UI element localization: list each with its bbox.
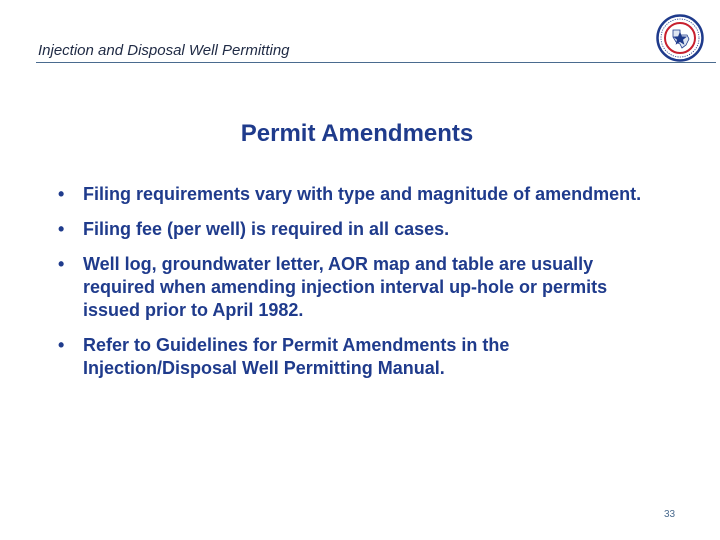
list-item [58,218,658,241]
bullet-text: Filing fee (per well) is required in all cases. [83,219,450,239]
bullet-text: Well log, groundwater letter, AOR map and table are usually required when amending injection interval up-hole or permits issued prior to April 1982. [83,254,608,320]
slide-title: Permit Amendments [240,120,474,147]
bullet-text: Filing requirements vary with type and magnitude of amendment. [83,184,642,204]
bullet-list [58,183,658,392]
list-item [58,334,658,380]
bullet-icon: • [58,184,65,204]
header-title: Injection and Disposal Well Permitting [38,42,290,59]
bullet-icon: • [58,335,65,355]
bullet-icon: • [58,254,65,274]
page-number: 33 [664,509,676,520]
list-item [58,183,658,206]
header-divider [36,62,716,63]
list-item [58,253,658,322]
bullet-text: Refer to Guidelines for Permit Amendments in the Injection/Disposal Well Permitting Manual. [83,335,510,378]
bullet-icon: • [58,219,65,239]
texas-seal-icon [656,14,704,62]
